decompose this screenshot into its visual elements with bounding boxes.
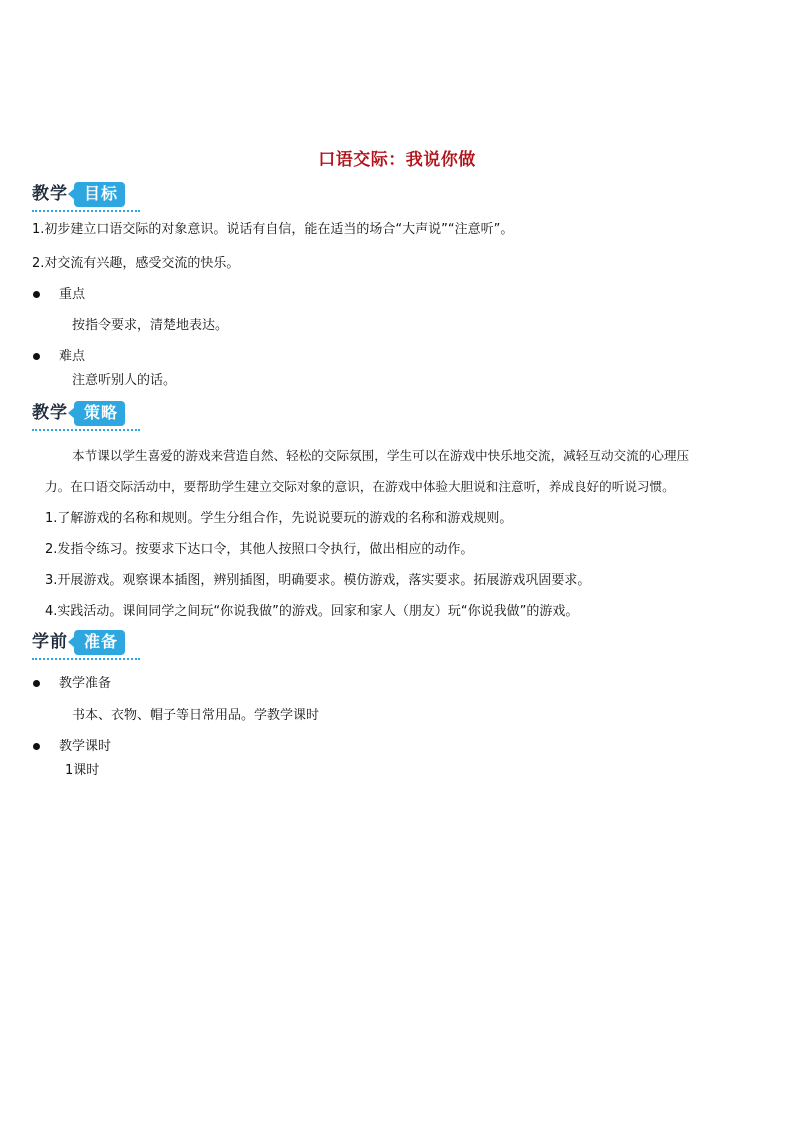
hours-text: 1课时 bbox=[65, 763, 100, 778]
bullet-icon bbox=[33, 353, 40, 360]
bullet-icon bbox=[33, 291, 40, 298]
section-label: 教学 bbox=[32, 403, 68, 423]
bullet-icon bbox=[33, 743, 40, 750]
page-title: 口语交际：我说你做 bbox=[318, 150, 476, 170]
section-tag: 准备 bbox=[74, 630, 125, 655]
strategy-paragraph-line-2: 力。在口语交际活动中，要帮助学生建立交际对象的意识，在游戏中体验大胆说和注意听，养成良好的听说习惯。 bbox=[45, 479, 675, 494]
section-label: 教学 bbox=[32, 184, 68, 204]
materials-text: 书本、衣物、帽子等日常用品。学教学课时 bbox=[72, 708, 320, 723]
hours-label: 教学课时 bbox=[59, 739, 112, 754]
key-point-text: 按指令要求，清楚地表达。 bbox=[72, 318, 229, 333]
difficulty-text: 注意听别人的话。 bbox=[72, 373, 177, 388]
section-underline bbox=[32, 210, 140, 212]
section-header-goals bbox=[32, 179, 125, 209]
section-tag: 目标 bbox=[74, 182, 125, 207]
goal-item-1: 1.初步建立口语交际的对象意识。说话有自信，能在适当的场合“大声说”“注意听”。 bbox=[32, 222, 514, 237]
strategy-paragraph-line-1: 本节课以学生喜爱的游戏来营造自然、轻松的交际氛围，学生可以在游戏中快乐地交流，减轻互动交流的心理压 bbox=[72, 448, 690, 463]
section-header-strategy bbox=[32, 398, 125, 428]
section-label: 学前 bbox=[32, 632, 68, 652]
key-point-label: 重点 bbox=[59, 287, 86, 302]
strategy-step-1: 1.了解游戏的名称和规则。学生分组合作，先说说要玩的游戏的名称和游戏规则。 bbox=[45, 511, 513, 526]
strategy-step-2: 2.发指令练习。按要求下达口令，其他人按照口令执行，做出相应的动作。 bbox=[45, 542, 474, 557]
section-tag: 策略 bbox=[74, 401, 125, 426]
section-underline bbox=[32, 658, 140, 660]
section-underline bbox=[32, 429, 140, 431]
materials-label: 教学准备 bbox=[59, 676, 112, 691]
difficulty-label: 难点 bbox=[59, 349, 86, 364]
section-header-prep bbox=[32, 627, 125, 657]
strategy-step-3: 3.开展游戏。观察课本插图，辨别插图，明确要求。模仿游戏，落实要求。拓展游戏巩固要求。 bbox=[45, 573, 591, 588]
goal-item-2: 2.对交流有兴趣，感受交流的快乐。 bbox=[32, 256, 240, 271]
strategy-step-4: 4.实践活动。课间同学之间玩“你说我做”的游戏。回家和家人（朋友）玩“你说我做”的游戏。 bbox=[45, 604, 579, 619]
bullet-icon bbox=[33, 680, 40, 687]
